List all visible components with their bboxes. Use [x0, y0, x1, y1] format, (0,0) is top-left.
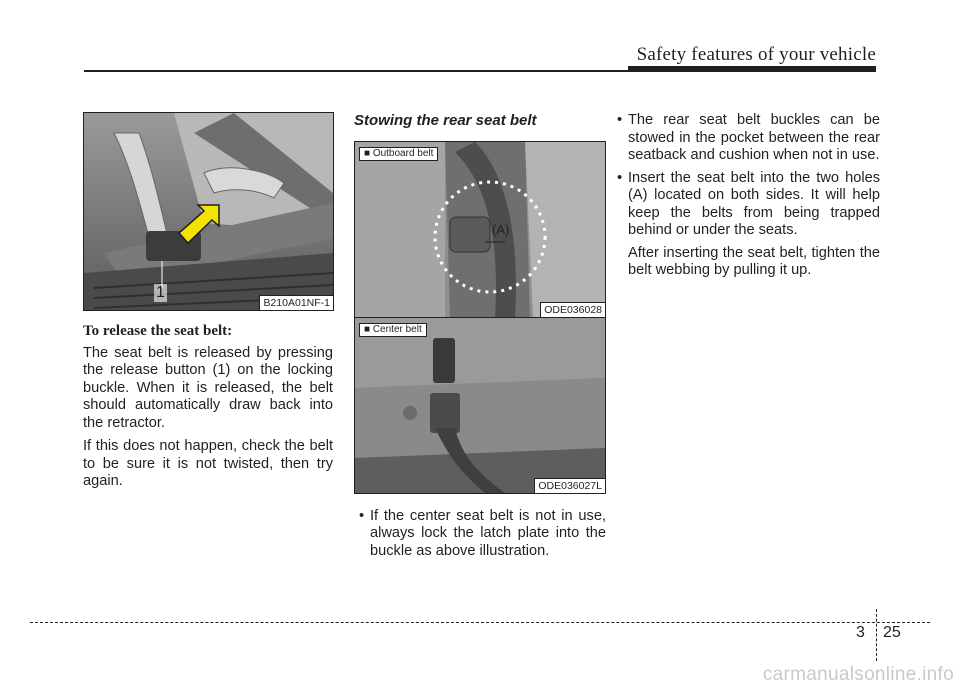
figure-code: ODE036028	[540, 302, 605, 317]
outboard-belt-figure	[354, 141, 606, 318]
figure-tag: ■ Outboard belt	[359, 147, 438, 161]
center-belt-figure	[354, 318, 606, 494]
outboard-belt-illustration	[355, 142, 605, 317]
column-left	[83, 112, 333, 497]
page-header-title: Safety features of your vehicle	[636, 44, 876, 65]
figure-code: ODE036027L	[534, 478, 605, 493]
page-number: 25	[883, 624, 901, 641]
center-belt-illustration	[355, 318, 605, 493]
paragraph: After inserting the seat belt, tighten the belt webbing by pulling it up.	[628, 244, 880, 278]
footer-divider	[876, 609, 877, 661]
column-middle	[354, 112, 606, 565]
bullet-item: • If the center seat belt is not in use, always lock the latch plate into the buckle as above illustration.	[354, 508, 606, 561]
section-heading: Stowing the rear seat belt	[354, 112, 537, 129]
figure-label: (A)	[492, 221, 510, 237]
release-belt-illustration	[84, 113, 333, 310]
section-number: 3	[856, 624, 865, 641]
watermark: carmanualsonline.info	[762, 664, 954, 685]
header-rule-accent	[628, 66, 876, 72]
paragraph: The seat belt is released by pressing the release button (1) on the locking buckle. When it is released, the belt should automatically draw back into the retractor.	[83, 344, 333, 431]
section-subheading: To release the seat belt:	[83, 323, 233, 339]
column-right	[612, 112, 880, 280]
figure-tag: ■ Center belt	[359, 323, 427, 337]
bullet-item: • Insert the seat belt into the two holes (A) located on both sides. It will help keep the belts from being trapped behind or under the seats.	[612, 170, 880, 240]
bullet-item: • The rear seat belt buckles can be stowed in the pocket between the rear seatback and cushion when not in use.	[612, 112, 880, 165]
figure-code: B210A01NF-1	[259, 295, 333, 310]
release-belt-figure	[83, 112, 334, 311]
footer-rule	[30, 622, 930, 623]
callout-number: 1	[156, 284, 165, 301]
paragraph: If this does not happen, check the belt to be sure it is not twisted, then try again.	[83, 438, 333, 489]
